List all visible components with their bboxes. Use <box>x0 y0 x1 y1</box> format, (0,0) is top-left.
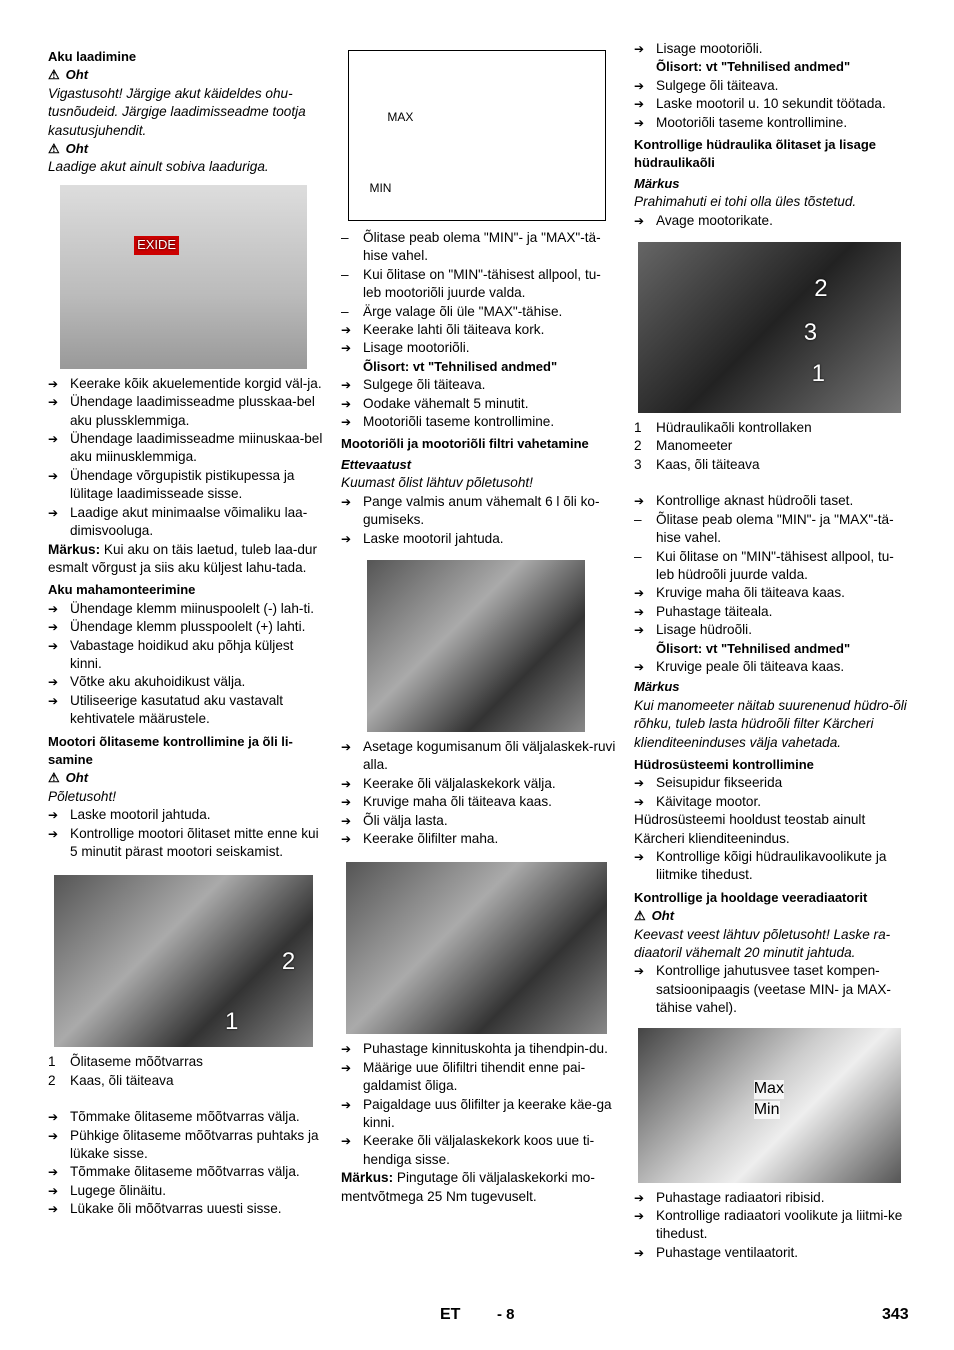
legend-number: 1 <box>634 420 642 436</box>
text: Laadige akut minimaalse võimaliku laa-dimisvooluga. <box>70 504 308 539</box>
text: Hüdrosüsteemi hooldust teostab ainult Kärcheri klienditeenindus. <box>634 812 866 846</box>
italic-text <box>48 158 323 176</box>
text: Kuumast õlist lähtuv põletusoht! <box>341 475 533 491</box>
text: Mootori õlitaseme kontrollimine ja õli li-samine <box>48 733 293 767</box>
text: Oht <box>65 67 89 83</box>
text: Kontrollige mootori õlitaset mitte enne kui 5 minutit pärast mootori seiskamist. <box>70 825 319 859</box>
text: Kruvige peale õli täiteava kaas. <box>656 658 845 674</box>
text: Kontrollige jahutusvee taset kompen-satsioonipaagis (veetase MIN- ja MAX-tähise vahel). <box>656 963 891 1016</box>
note-text <box>48 541 323 578</box>
step-item <box>341 1040 616 1058</box>
text: Kui õlitase on "MIN"-tähisest allpool, tu-leb hüdroõli juurde valda. <box>656 548 894 582</box>
text: Õlitase peab olema "MIN"- ja "MAX"-tä-hise vahel. <box>363 230 601 264</box>
warning-icon: ⚠ <box>634 908 646 924</box>
text: Õlitaseme mõõtvarras <box>70 1054 203 1070</box>
text: Vabastage hoidikud aku põhja küljest kinni. <box>70 637 294 671</box>
step-item <box>341 1059 616 1096</box>
oil-type-note <box>634 640 909 658</box>
step-item <box>634 962 909 1017</box>
text: Õlisort: vt "Tehnilised andmed" <box>656 59 851 75</box>
step-item <box>48 1163 323 1181</box>
step-item <box>341 339 616 357</box>
warning-label <box>48 140 323 158</box>
step-item <box>48 692 323 729</box>
section-heading <box>48 733 323 770</box>
text: Kui manomeeter näitab suurenenud hüdro-õli rõhku, tuleb lasta hüdroõli filter Kärcheri klienditeeninduses välja vahetada. <box>634 697 907 750</box>
text: Oht <box>65 141 89 157</box>
dash-item <box>341 266 616 303</box>
text: Seisupidur fikseerida <box>656 775 783 791</box>
legend-item <box>48 1072 323 1090</box>
text: Puhastage ventilaatorit. <box>656 1244 799 1260</box>
text: Keevast veest lähtuv põletusoht! Laske ra-diaatoril vähemalt 20 minutit jahtuda. <box>634 926 891 961</box>
step-item <box>341 493 616 530</box>
step-item <box>634 621 909 639</box>
text: Lisage mootoriõli. <box>363 340 470 356</box>
image-callout: Max <box>753 1080 784 1098</box>
text: Avage mootorikate. <box>656 212 773 228</box>
image-callout: MAX <box>387 110 414 125</box>
column-3 <box>634 40 909 1262</box>
step-item <box>634 793 909 811</box>
text: Keerake õlifilter maha. <box>363 830 499 846</box>
text: Sulgege õli täiteava. <box>363 377 486 393</box>
oil-type-note <box>634 58 909 76</box>
step-item <box>341 530 616 548</box>
text: Lugege õlinäitu. <box>70 1182 166 1198</box>
step-item <box>48 430 323 467</box>
text: Õli välja lasta. <box>363 812 448 828</box>
step-item <box>634 658 909 676</box>
filter-photo <box>346 862 607 1034</box>
section-heading <box>341 435 616 453</box>
step-item <box>48 637 323 674</box>
text: Asetage kogumisanum õli väljalaskek-ruvi alla. <box>363 738 616 773</box>
text: Aku laadimine <box>48 49 137 64</box>
spacer <box>48 1090 323 1108</box>
italic-text <box>48 85 323 140</box>
section-heading <box>634 756 909 774</box>
text: Ühendage võrgupistik pistikupessa ja lülitage laadimisseade sisse. <box>70 467 295 502</box>
legend-item <box>634 437 909 455</box>
text: Kaas, õli täiteava <box>70 1072 174 1088</box>
step-item <box>634 1189 909 1207</box>
text: Lisage mootoriõli. <box>656 41 763 56</box>
step-item <box>634 40 909 58</box>
text: Laske mootoril jahtuda. <box>70 807 211 823</box>
text: Mootoriõli taseme kontrollimine. <box>363 414 555 430</box>
text: Oht <box>65 770 89 786</box>
step-item <box>634 114 909 132</box>
text: Lükake õli mõõtvarras uuesti sisse. <box>70 1201 282 1217</box>
text: Õlisort: vt "Tehnilised andmed" <box>363 358 558 374</box>
legend-number: 2 <box>634 438 642 454</box>
paragraph <box>634 811 909 848</box>
text: Kruvige maha õli täiteava kaas. <box>656 585 845 601</box>
legend-number: 2 <box>48 1072 56 1088</box>
text: Põletusoht! <box>48 788 117 804</box>
step-item <box>48 825 323 862</box>
text: Tõmmake õlitaseme mõõtvarras välja. <box>70 1164 300 1180</box>
image-callout: Min <box>753 1100 780 1118</box>
image-callout: 2 <box>281 947 296 975</box>
text: Laske mootoril jahtuda. <box>363 530 504 546</box>
image-callout: 1 <box>224 1008 239 1035</box>
text: Keerake õli väljalaskekork välja. <box>363 775 556 791</box>
legend-item <box>634 419 909 437</box>
step-item <box>634 492 909 510</box>
text: Puhastage radiaatori ribisid. <box>656 1189 825 1205</box>
dash-item <box>634 511 909 548</box>
text: Lisage hüdroõli. <box>656 622 752 638</box>
note-heading <box>341 456 616 474</box>
text: Kontrollige aknast hüdroõli taset. <box>656 493 854 509</box>
image-callout: EXIDE <box>134 236 179 254</box>
warning-icon: ⚠ <box>48 141 60 157</box>
step-item <box>634 77 909 95</box>
text: Ühendage klemm miinuspoolelt (-) lah-ti. <box>70 600 315 616</box>
step-item <box>634 584 909 602</box>
text: Tõmmake õlitaseme mõõtvarras välja. <box>70 1109 300 1125</box>
text: Aku mahamonteerimine <box>48 582 196 598</box>
battery-photo <box>60 185 307 369</box>
step-item <box>48 806 323 824</box>
warning-icon: ⚠ <box>48 67 60 83</box>
step-item <box>48 1200 323 1218</box>
image-callout: MIN <box>369 181 392 196</box>
text: Märkus <box>634 175 680 191</box>
text: Manomeeter <box>656 438 733 454</box>
image-callout: 2 <box>814 274 828 302</box>
dash-item <box>341 229 616 266</box>
text: Ühendage laadimisseadme miinuskaa-bel aku miinusklemmiga. <box>70 431 323 465</box>
step-item <box>341 1096 616 1133</box>
warning-label <box>48 66 323 84</box>
text: Kruvige maha õli täiteava kaas. <box>363 794 552 810</box>
section-heading <box>634 889 909 907</box>
text: Kui õlitase on "MIN"-tähisest allpool, tu-leb mootoriõli juurde valda. <box>363 266 601 301</box>
text: Keerake kõik akuelementide korgid väl-ja. <box>70 375 322 391</box>
language-code: ET <box>440 1306 461 1323</box>
text: Sulgege õli täiteava. <box>656 77 779 93</box>
step-item <box>634 603 909 621</box>
image-callout: 1 <box>811 360 825 388</box>
text: Mootoriõli ja mootoriõli filtri vahetamine <box>341 436 589 452</box>
step-item <box>48 393 323 430</box>
legend-number: 1 <box>48 1054 56 1070</box>
text: Prahimahuti ei tohi olla üles tõstetud. <box>634 194 857 210</box>
step-item <box>341 376 616 394</box>
text: Ühendage laadimisseadme plusskaa-bel aku plussklemmiga. <box>70 394 315 428</box>
text: Puhastage täiteala. <box>656 603 773 619</box>
text: Paigaldage uus õlifilter ja keerake käe-ga kinni. <box>363 1096 612 1130</box>
step-item <box>48 1182 323 1200</box>
step-item <box>341 413 616 431</box>
column-2 <box>341 44 616 1206</box>
step-item <box>48 600 323 618</box>
oil-type-note <box>341 358 616 376</box>
image-callout: 3 <box>803 319 818 347</box>
step-item <box>48 673 323 691</box>
text: Vigastusoht! Järgige akut käideldes ohu-tusnõudeid. Järgige laadimisseadme tootja kasutusjuhendit. <box>48 85 306 138</box>
note-label: Märkus: <box>341 1170 394 1186</box>
text: Keerake lahti õli täiteava kork. <box>363 322 545 338</box>
text: Mootoriõli taseme kontrollimine. <box>656 114 848 130</box>
text: Ettevaatust <box>341 456 412 472</box>
text: Pingutage õli väljalaskekorki mo-mentvõtmega 25 Nm tugevuselt. <box>341 1170 595 1204</box>
text: Ärge valage õli üle "MAX"-tähise. <box>363 303 563 319</box>
italic-text <box>634 193 909 211</box>
dash-item <box>341 303 616 321</box>
note-heading <box>634 678 909 696</box>
text: Kaas, õli täiteava <box>656 456 760 472</box>
dash-item <box>634 548 909 585</box>
step-item <box>48 467 323 504</box>
text: Pühkige õlitaseme mõõtvarras puhtaks ja lükake sisse. <box>70 1127 319 1162</box>
note-label: Märkus: <box>48 541 101 557</box>
text: Märkus <box>634 679 680 695</box>
step-item <box>341 395 616 413</box>
text: Kontrollige ja hooldage veeradiaatorit <box>634 889 868 905</box>
text: Pange valmis anum vähemalt 6 l õli ko-gumiseks. <box>363 493 600 528</box>
step-item <box>48 504 323 541</box>
italic-text <box>341 474 616 492</box>
text: Kontrollige kõigi hüdraulikavoolikute ja liitmike tihedust. <box>656 849 887 883</box>
text: Kontrollige hüdraulika õlitaset ja lisage hüdraulikaõli <box>634 137 876 171</box>
step-item <box>341 321 616 339</box>
engine-photo <box>54 875 313 1047</box>
step-item <box>634 848 909 885</box>
hydraulic-photo <box>638 242 901 413</box>
step-item <box>634 774 909 792</box>
text: Laske mootoril u. 10 sekundit töötada. <box>656 96 886 112</box>
step-item <box>48 375 323 393</box>
step-item <box>341 738 616 775</box>
spacer <box>634 474 909 492</box>
italic-text <box>634 697 909 752</box>
text: Oodake vähemalt 5 minutit. <box>363 395 529 411</box>
legend-item <box>48 1053 323 1071</box>
text: Määrige uue õlifiltri tihendit enne pai-galdamist õliga. <box>363 1059 586 1094</box>
legend-item <box>634 456 909 474</box>
step-item <box>48 1108 323 1126</box>
drain-photo <box>367 560 585 732</box>
italic-text <box>48 788 323 806</box>
step-item <box>341 830 616 848</box>
warning-label <box>634 907 909 925</box>
section-heading <box>48 48 323 66</box>
text: Keerake õli väljalaskekork koos uue ti-hendiga sisse. <box>363 1133 595 1167</box>
section-heading <box>48 581 323 599</box>
text: Puhastage kinnituskohta ja tihendpin-du. <box>363 1041 608 1057</box>
local-page-number: - 8 <box>497 1306 515 1323</box>
dipstick-drawing <box>348 50 606 221</box>
step-item <box>341 793 616 811</box>
step-item <box>48 618 323 636</box>
text: Võtke aku akuhoidikust välja. <box>70 674 246 690</box>
section-heading <box>634 136 909 173</box>
text: Oht <box>651 908 675 924</box>
step-item <box>634 212 909 230</box>
step-item <box>341 775 616 793</box>
text: Õlisort: vt "Tehnilised andmed" <box>656 640 851 656</box>
text: Õlitase peab olema "MIN"- ja "MAX"-tä-hise vahel. <box>656 511 894 546</box>
text: Hüdrosüsteemi kontrollimine <box>634 756 814 772</box>
text: Hüdraulikaõli kontrollaken <box>656 420 812 436</box>
text: Kontrollige radiaatori voolikute ja liitmi-ke tihedust. <box>656 1208 903 1242</box>
text: Kui aku on täis laetud, tuleb laa-dur esmalt võrgust ja siis aku küljest lahu-tada. <box>48 541 318 575</box>
italic-text <box>634 926 909 963</box>
warning-icon: ⚠ <box>48 770 60 786</box>
step-item <box>634 1207 909 1244</box>
step-item <box>634 1244 909 1262</box>
step-item <box>341 1132 616 1169</box>
step-item <box>48 1127 323 1164</box>
page-number: 343 <box>882 1306 909 1323</box>
legend-number: 3 <box>634 456 642 472</box>
text: Käivitage mootor. <box>656 793 762 809</box>
note-heading <box>634 175 909 193</box>
warning-label <box>48 769 323 787</box>
step-item <box>634 95 909 113</box>
column-1 <box>48 44 323 1219</box>
step-item <box>341 812 616 830</box>
radiator-photo <box>638 1028 901 1183</box>
text: Laadige akut ainult sobiva laaduriga. <box>48 159 269 175</box>
note-text <box>341 1169 616 1206</box>
text: Utiliseerige kasutatud aku vastavalt kehtivatele määrustele. <box>70 692 284 727</box>
text: Ühendage klemm plusspoolelt (+) lahti. <box>70 619 306 635</box>
